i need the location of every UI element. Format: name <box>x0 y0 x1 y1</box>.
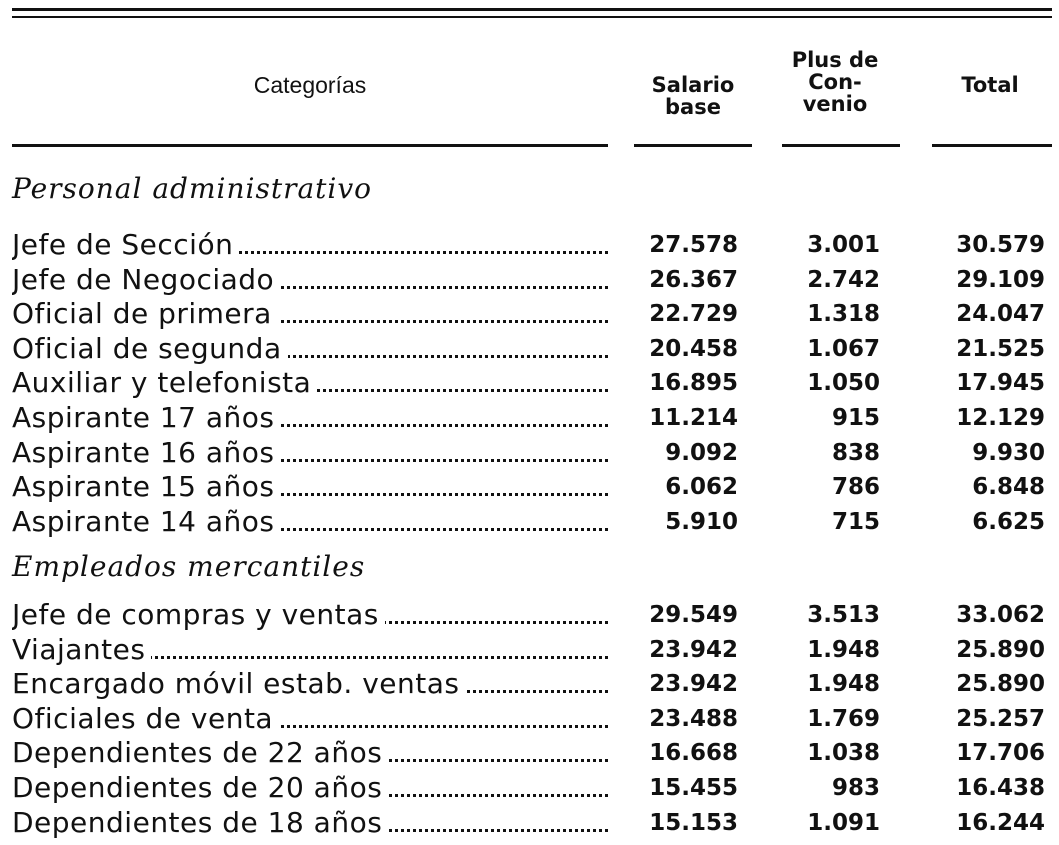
row-plus-convenio: 715 <box>831 509 880 535</box>
row-salario-base: 16.668 <box>649 740 738 766</box>
table-row <box>0 598 1059 632</box>
row-salario-base: 11.214 <box>649 405 738 431</box>
row-category-text: Aspirante 14 años <box>12 505 280 538</box>
row-category-label <box>12 401 608 435</box>
row-category-text: Aspirante 15 años <box>12 470 280 503</box>
row-category-label <box>12 633 608 667</box>
table-row <box>0 771 1059 805</box>
row-total: 30.579 <box>956 232 1045 258</box>
row-salario-base: 29.549 <box>649 602 738 628</box>
row-total: 33.062 <box>956 602 1045 628</box>
row-plus-convenio: 1.948 <box>807 671 880 697</box>
table-row <box>0 470 1059 504</box>
row-plus-convenio: 3.513 <box>807 602 880 628</box>
top-double-rule-upper <box>12 8 1052 11</box>
row-salario-base: 5.910 <box>665 509 738 535</box>
row-category-label <box>12 297 608 331</box>
table-row <box>0 401 1059 435</box>
row-plus-convenio: 1.091 <box>807 810 880 836</box>
row-total: 17.706 <box>956 740 1045 766</box>
row-category-label <box>12 470 608 504</box>
header-plus-line3: venio <box>802 92 868 116</box>
row-category-label <box>12 332 608 366</box>
row-plus-convenio: 915 <box>831 405 880 431</box>
row-plus-convenio: 1.067 <box>807 336 880 362</box>
row-total: 25.257 <box>956 706 1045 732</box>
table-row <box>0 263 1059 297</box>
row-plus-convenio: 983 <box>831 775 880 801</box>
row-total: 25.890 <box>956 671 1045 697</box>
row-category-text: Jefe de Sección <box>12 228 239 261</box>
row-plus-convenio: 786 <box>831 474 880 500</box>
table-row <box>0 505 1059 539</box>
row-category-text: Jefe de Negociado <box>12 263 280 296</box>
header-rule-plus <box>782 144 900 147</box>
section-title: Personal administrativo <box>12 172 373 205</box>
row-category-text: Dependientes de 18 años <box>12 806 388 839</box>
table-row <box>0 436 1059 470</box>
table-row <box>0 366 1059 400</box>
row-category-text: Dependientes de 20 años <box>12 771 388 804</box>
row-category-text: Oficial de primera <box>12 297 278 330</box>
row-salario-base: 22.729 <box>649 301 738 327</box>
top-double-rule-lower <box>12 16 1052 18</box>
table-row <box>0 297 1059 331</box>
row-salario-base: 16.895 <box>649 370 738 396</box>
header-rule-categorias <box>12 144 608 147</box>
header-salario-line2: base <box>665 95 721 119</box>
header-plus-line1: Plus de <box>791 48 879 72</box>
row-salario-base: 23.942 <box>649 637 738 663</box>
table-row <box>0 806 1059 840</box>
row-salario-base: 15.153 <box>649 810 738 836</box>
row-category-text: Dependientes de 22 años <box>12 736 388 769</box>
row-total: 29.109 <box>956 267 1045 293</box>
row-category-text: Jefe de compras y ventas <box>12 598 385 631</box>
row-salario-base: 20.458 <box>649 336 738 362</box>
row-salario-base: 26.367 <box>649 267 738 293</box>
row-total: 12.129 <box>956 405 1045 431</box>
row-total: 6.625 <box>972 509 1045 535</box>
row-total: 6.848 <box>972 474 1045 500</box>
row-category-label <box>12 228 608 262</box>
header-rule-total <box>932 144 1052 147</box>
header-categorias: Categorías <box>253 72 367 98</box>
row-plus-convenio: 1.050 <box>807 370 880 396</box>
row-total: 25.890 <box>956 637 1045 663</box>
row-total: 16.438 <box>956 775 1045 801</box>
row-salario-base: 27.578 <box>649 232 738 258</box>
table-row <box>0 228 1059 262</box>
table-row <box>0 633 1059 667</box>
row-category-text: Oficiales de venta <box>12 702 279 735</box>
row-category-text: Aspirante 17 años <box>12 401 280 434</box>
row-total: 17.945 <box>956 370 1045 396</box>
row-plus-convenio: 2.742 <box>807 267 880 293</box>
row-category-label <box>12 505 608 539</box>
row-category-label <box>12 366 608 400</box>
row-plus-convenio: 3.001 <box>807 232 880 258</box>
table-row <box>0 332 1059 366</box>
row-category-label <box>12 436 608 470</box>
row-salario-base: 23.942 <box>649 671 738 697</box>
table-row <box>0 736 1059 770</box>
row-total: 9.930 <box>972 440 1045 466</box>
header-salario-line1: Salario <box>651 73 735 97</box>
row-plus-convenio: 1.318 <box>807 301 880 327</box>
row-plus-convenio: 1.769 <box>807 706 880 732</box>
header-total: Total <box>961 73 1019 97</box>
row-category-label <box>12 736 608 770</box>
row-salario-base: 9.092 <box>665 440 738 466</box>
row-salario-base: 15.455 <box>649 775 738 801</box>
row-category-text: Auxiliar y telefonista <box>12 366 317 399</box>
row-category-label <box>12 806 608 840</box>
header-salario-base <box>628 74 758 118</box>
header-plus-line2: Con- <box>808 70 862 94</box>
row-total: 16.244 <box>956 810 1045 836</box>
row-category-text: Oficial de segunda <box>12 332 288 365</box>
section-title: Empleados mercantiles <box>12 550 366 583</box>
row-plus-convenio: 838 <box>831 440 880 466</box>
row-total: 24.047 <box>956 301 1045 327</box>
row-total: 21.525 <box>956 336 1045 362</box>
row-category-text: Viajantes <box>12 633 151 666</box>
table-row <box>0 702 1059 736</box>
row-category-label <box>12 771 608 805</box>
row-category-label <box>12 702 608 736</box>
row-plus-convenio: 1.038 <box>807 740 880 766</box>
row-category-text: Aspirante 16 años <box>12 436 280 469</box>
row-category-label <box>12 263 608 297</box>
row-plus-convenio: 1.948 <box>807 637 880 663</box>
row-salario-base: 6.062 <box>665 474 738 500</box>
row-salario-base: 23.488 <box>649 706 738 732</box>
row-category-text: Encargado móvil estab. ventas <box>12 667 465 700</box>
header-plus-de-convenio <box>770 49 900 115</box>
row-category-label <box>12 667 608 701</box>
header-rule-salario <box>634 144 752 147</box>
table-row <box>0 667 1059 701</box>
row-category-label <box>12 598 608 632</box>
